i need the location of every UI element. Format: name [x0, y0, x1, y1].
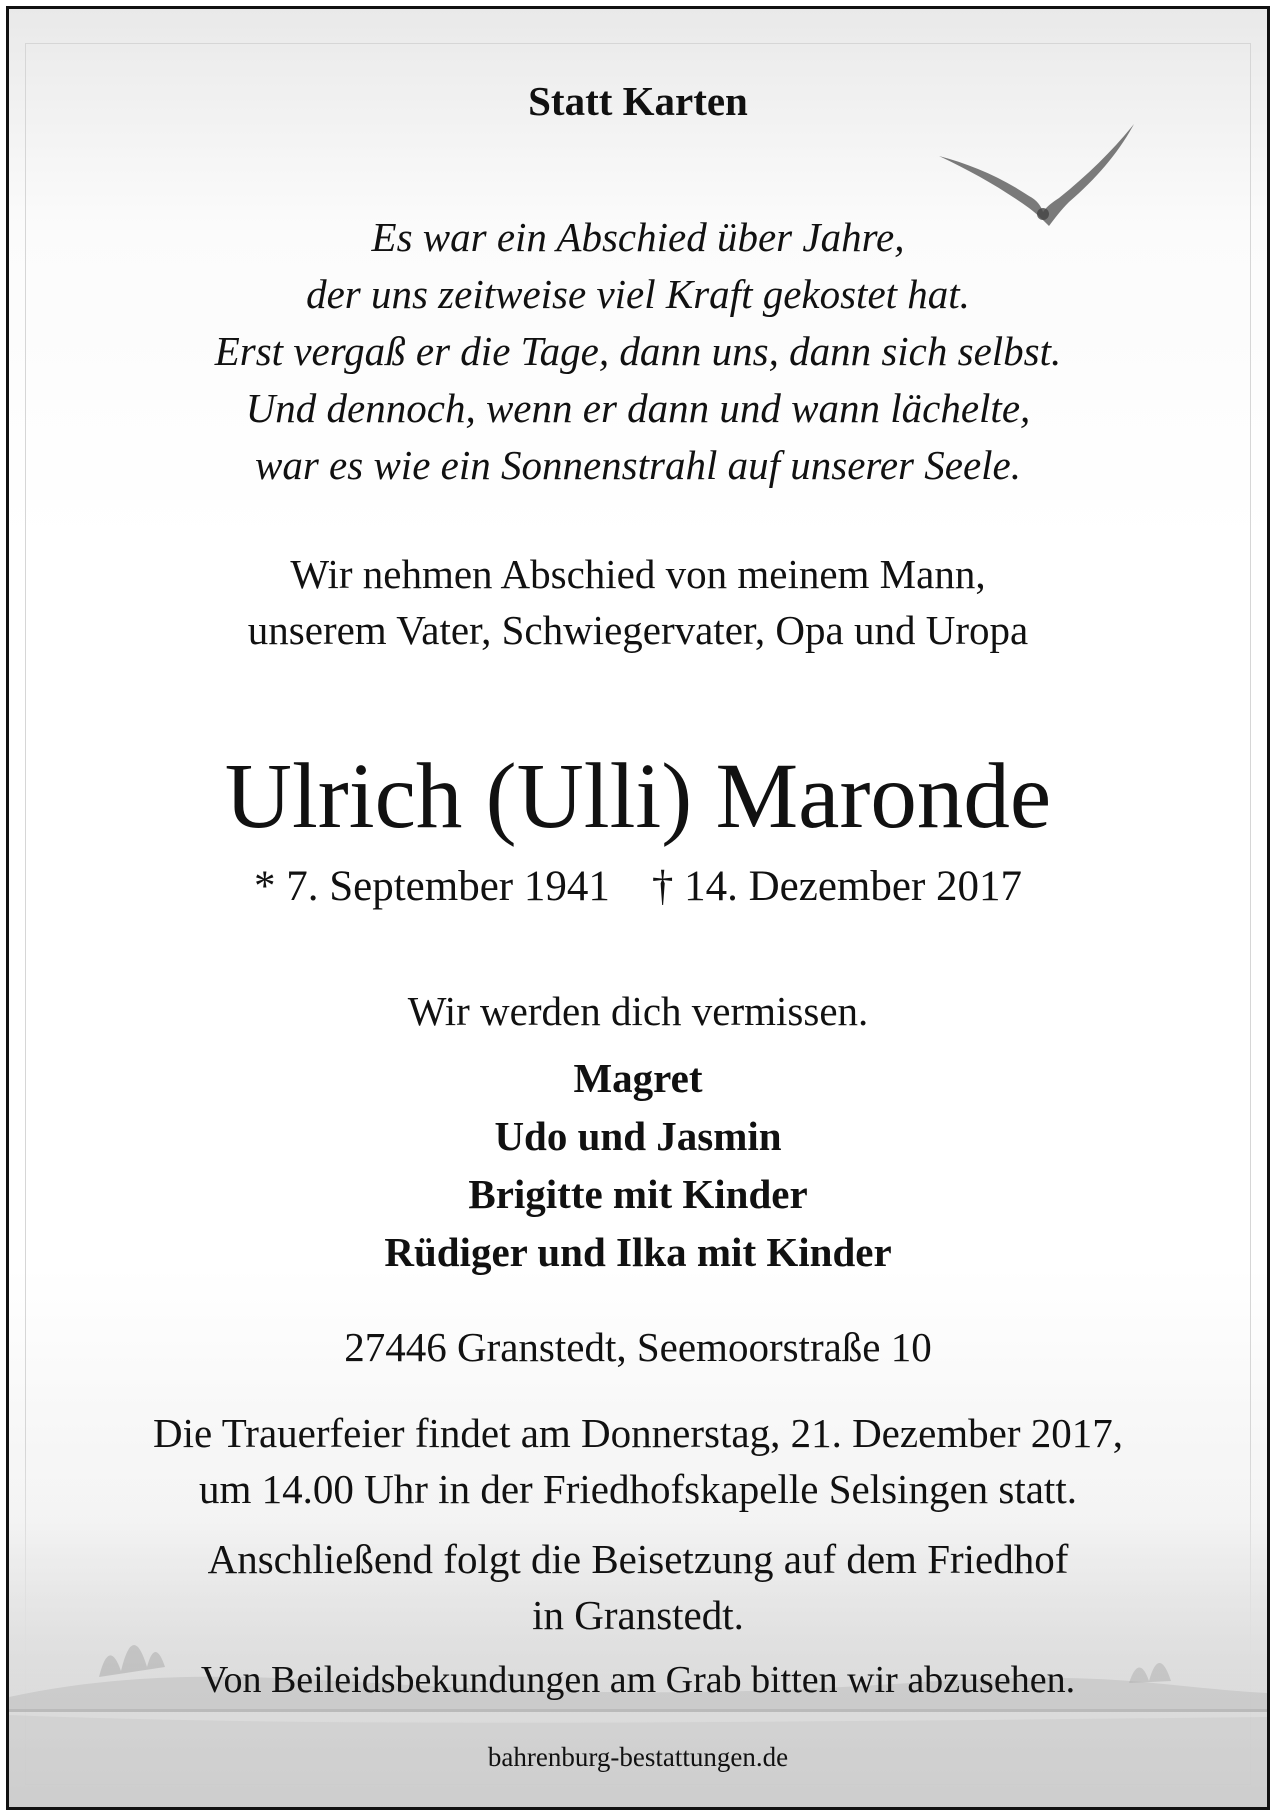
burial-line: in Granstedt.: [532, 1592, 744, 1638]
mourner-name: Brigitte mit Kinder: [468, 1171, 808, 1217]
obituary-card: [6, 6, 1270, 1810]
poem-line: Es war ein Abschied über Jahre,: [371, 214, 905, 260]
mourner-name: Udo und Jasmin: [494, 1113, 782, 1159]
intro-text: [9, 546, 1267, 658]
notice-heading: Statt Karten: [528, 78, 748, 124]
poem-line: der uns zeitweise viel Kraft gekostet hat.: [306, 271, 970, 317]
ceremony-info: [9, 1405, 1267, 1517]
poem-line: Und dennoch, wenn er dann und wann lächelte,: [245, 385, 1031, 431]
deceased-name: Ulrich (Ulli) Maronde: [224, 745, 1052, 848]
life-dates: [9, 862, 1267, 911]
ceremony-line: Die Trauerfeier findet am Donnerstag, 21. Dezember 2017,: [152, 1410, 1124, 1456]
birth-date: * 7. September 1941: [253, 863, 610, 910]
condolence-note: Von Beileidsbekundungen am Grab bitten wir abzusehen.: [200, 1659, 1076, 1701]
poem-line: Erst vergaß er die Tage, dann uns, dann sich selbst.: [214, 328, 1062, 374]
mourner-name: Rüdiger und Ilka mit Kinder: [384, 1229, 892, 1275]
poem-line: war es wie ein Sonnenstrahl auf unserer Seele.: [255, 442, 1021, 488]
farewell-line: Wir werden dich vermissen.: [407, 988, 869, 1034]
intro-line: Wir nehmen Abschied von meinem Mann,: [290, 551, 986, 597]
burial-info: [9, 1531, 1267, 1643]
address: 27446 Granstedt, Seemoorstraße 10: [344, 1324, 932, 1370]
mourners-list: [9, 1049, 1267, 1281]
death-date: † 14. Dezember 2017: [651, 863, 1023, 910]
ceremony-line: um 14.00 Uhr in der Friedhofskapelle Selsingen statt.: [199, 1466, 1077, 1512]
burial-line: Anschließend folgt die Beisetzung auf dem Friedhof: [207, 1536, 1069, 1582]
mourner-name: Magret: [573, 1055, 703, 1101]
intro-line: unserem Vater, Schwiegervater, Opa und Uropa: [247, 607, 1029, 653]
funeral-home-website: bahrenburg-bestattungen.de: [487, 1742, 789, 1772]
poem: [9, 209, 1267, 494]
